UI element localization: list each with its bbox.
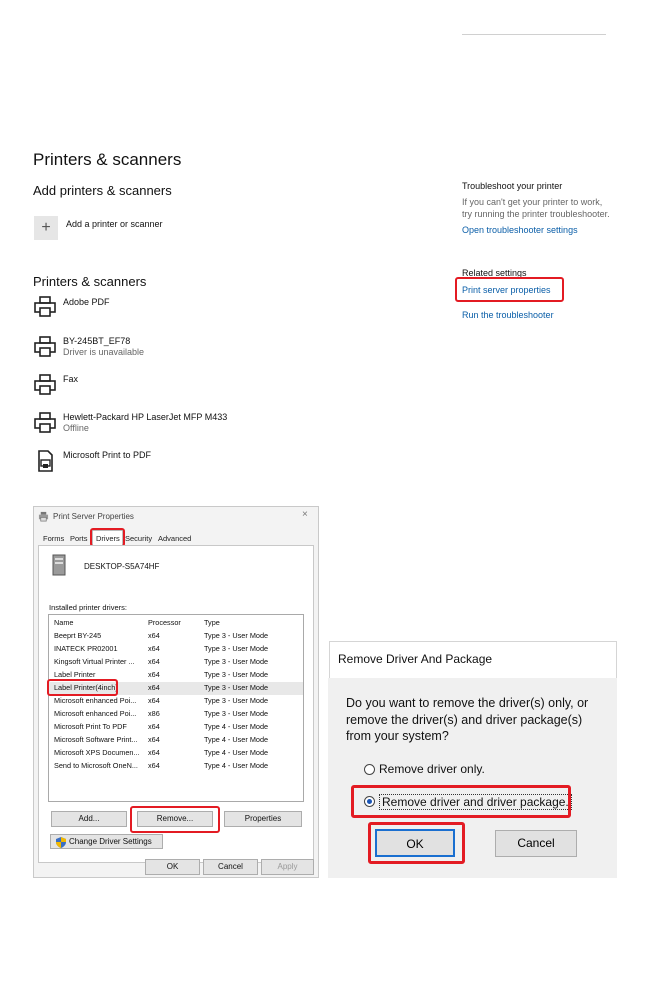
close-icon[interactable]: × — [302, 509, 308, 520]
table-row[interactable] — [49, 656, 303, 669]
server-icon — [51, 554, 67, 576]
add-printer-button[interactable]: Add a printer or scanner — [66, 219, 163, 229]
driver-type: Type 4 - User Mode — [204, 722, 269, 731]
remove-button[interactable]: Remove... — [137, 811, 213, 827]
ok-button[interactable]: OK — [145, 859, 200, 875]
printer-item[interactable] — [33, 295, 293, 321]
printer-name: Microsoft Print to PDF — [63, 450, 152, 460]
remove-ok-button[interactable]: OK — [375, 829, 455, 857]
ok-button-highlight — [368, 822, 465, 864]
driver-name: Label Printer — [54, 670, 96, 679]
troubleshoot-title: Troubleshoot your printer — [462, 181, 563, 191]
printer-status: Offline — [63, 423, 89, 433]
table-row[interactable] — [49, 708, 303, 721]
installed-drivers-label: Installed printer drivers: — [49, 603, 127, 612]
remove-button-highlight — [130, 806, 220, 833]
printer-name: Hewlett-Packard HP LaserJet MFP M433 — [63, 412, 228, 422]
driver-processor: x64 — [148, 631, 160, 640]
pdf-printer-icon — [33, 449, 57, 473]
driver-processor: x64 — [148, 683, 160, 692]
driver-processor: x64 — [148, 644, 160, 653]
driver-processor: x64 — [148, 735, 160, 744]
driver-processor: x86 — [148, 709, 160, 718]
page-title: Printers & scanners — [33, 150, 182, 169]
driver-type: Type 3 - User Mode — [204, 670, 269, 679]
printer-icon — [33, 335, 57, 359]
driver-processor: x64 — [148, 761, 160, 770]
selected-driver-highlight — [47, 679, 118, 696]
printer-icon — [33, 295, 57, 319]
plus-icon[interactable]: + — [34, 216, 58, 240]
apply-button[interactable]: Apply — [261, 859, 314, 875]
shield-icon — [56, 837, 66, 848]
table-row[interactable] — [49, 747, 303, 760]
table-row[interactable] — [49, 695, 303, 708]
add-section-title: Add printers & scanners — [33, 183, 172, 198]
top-divider — [462, 34, 606, 35]
driver-name: Microsoft Software Print... — [54, 735, 138, 744]
driver-type: Type 3 - User Mode — [204, 657, 269, 666]
properties-button[interactable]: Properties — [224, 811, 302, 827]
printer-icon — [33, 373, 57, 397]
driver-processor: x64 — [148, 722, 160, 731]
printer-item[interactable] — [33, 448, 293, 474]
driver-name: Label Printer(4inch) — [54, 683, 118, 692]
table-row[interactable] — [49, 721, 303, 734]
open-troubleshooter-link[interactable]: Open troubleshooter settings — [462, 225, 578, 235]
driver-name: Kingsoft Virtual Printer ... — [54, 657, 135, 666]
printer-icon — [33, 411, 57, 435]
driver-type: Type 4 - User Mode — [204, 748, 269, 757]
driver-type: Type 3 - User Mode — [204, 696, 269, 705]
remove-driver-package-label[interactable]: Remove driver and driver package. — [379, 794, 572, 810]
driver-type: Type 3 - User Mode — [204, 683, 269, 692]
tab-security[interactable]: Security — [125, 534, 153, 543]
driver-processor: x64 — [148, 657, 160, 666]
tab-forms[interactable]: Forms — [43, 534, 65, 543]
printer-status: Driver is unavailable — [63, 347, 145, 357]
printer-icon — [38, 511, 49, 522]
printers-list-title: Printers & scanners — [33, 274, 147, 289]
table-row[interactable] — [49, 643, 303, 656]
driver-type: Type 4 - User Mode — [204, 735, 269, 744]
column-name[interactable]: Name — [54, 618, 74, 627]
driver-name: Microsoft Print To PDF — [54, 722, 127, 731]
remove-driver-only-radio[interactable] — [364, 764, 375, 775]
drivers-list[interactable] — [48, 614, 304, 802]
driver-name: INATECK PR02001 — [54, 644, 118, 653]
printer-name: Fax — [63, 374, 79, 384]
dialog-title: Print Server Properties — [53, 512, 134, 521]
driver-name: Send to Microsoft OneN... — [54, 761, 138, 770]
table-row[interactable] — [49, 630, 303, 643]
column-processor[interactable]: Processor — [148, 618, 181, 627]
driver-processor: x64 — [148, 696, 160, 705]
remove-cancel-button[interactable]: Cancel — [495, 830, 577, 857]
remove-dialog-question: Do you want to remove the driver(s) only, or remove the driver(s) and driver package(s) from your system? — [346, 696, 589, 743]
driver-type: Type 3 - User Mode — [204, 631, 269, 640]
tab-ports[interactable]: Ports — [70, 534, 88, 543]
driver-processor: x64 — [148, 670, 160, 679]
printer-item[interactable] — [33, 334, 293, 360]
driver-processor: x64 — [148, 748, 160, 757]
driver-name: Microsoft enhanced Poi... — [54, 696, 137, 705]
change-driver-settings-button[interactable] — [50, 834, 163, 849]
table-row[interactable] — [49, 760, 303, 773]
tab-drivers[interactable]: Drivers — [96, 534, 120, 543]
printer-name: Adobe PDF — [63, 297, 110, 307]
tab-advanced[interactable]: Advanced — [158, 534, 192, 543]
run-troubleshooter-link[interactable]: Run the troubleshooter — [462, 310, 554, 320]
change-driver-settings-label: Change Driver Settings — [69, 837, 152, 846]
remove-package-highlight — [351, 785, 571, 818]
list-header — [49, 617, 303, 630]
troubleshoot-desc-line1: If you can't get your printer to work, — [462, 197, 603, 207]
driver-name: Beeprt BY-245 — [54, 631, 102, 640]
cancel-button[interactable]: Cancel — [203, 859, 258, 875]
server-name: DESKTOP-S5A74HF — [84, 562, 160, 571]
printer-item[interactable] — [33, 372, 293, 398]
printer-item[interactable] — [33, 410, 293, 436]
printer-name: BY-245BT_EF78 — [63, 336, 131, 346]
table-row[interactable] — [49, 734, 303, 747]
troubleshoot-desc-line2: try running the printer troubleshooter. — [462, 209, 610, 219]
remove-driver-only-label[interactable]: Remove driver only. — [379, 762, 485, 776]
driver-type: Type 4 - User Mode — [204, 761, 269, 770]
column-type[interactable]: Type — [204, 618, 220, 627]
driver-name: Microsoft XPS Documen... — [54, 748, 140, 757]
remove-dialog-title: Remove Driver And Package — [338, 652, 493, 666]
add-button[interactable]: Add... — [51, 811, 127, 827]
driver-type: Type 3 - User Mode — [204, 644, 269, 653]
related-settings-title: Related settings — [462, 268, 527, 278]
driver-name: Microsoft enhanced Poi... — [54, 709, 137, 718]
print-server-properties-link[interactable]: Print server properties — [462, 285, 551, 295]
driver-type: Type 3 - User Mode — [204, 709, 269, 718]
